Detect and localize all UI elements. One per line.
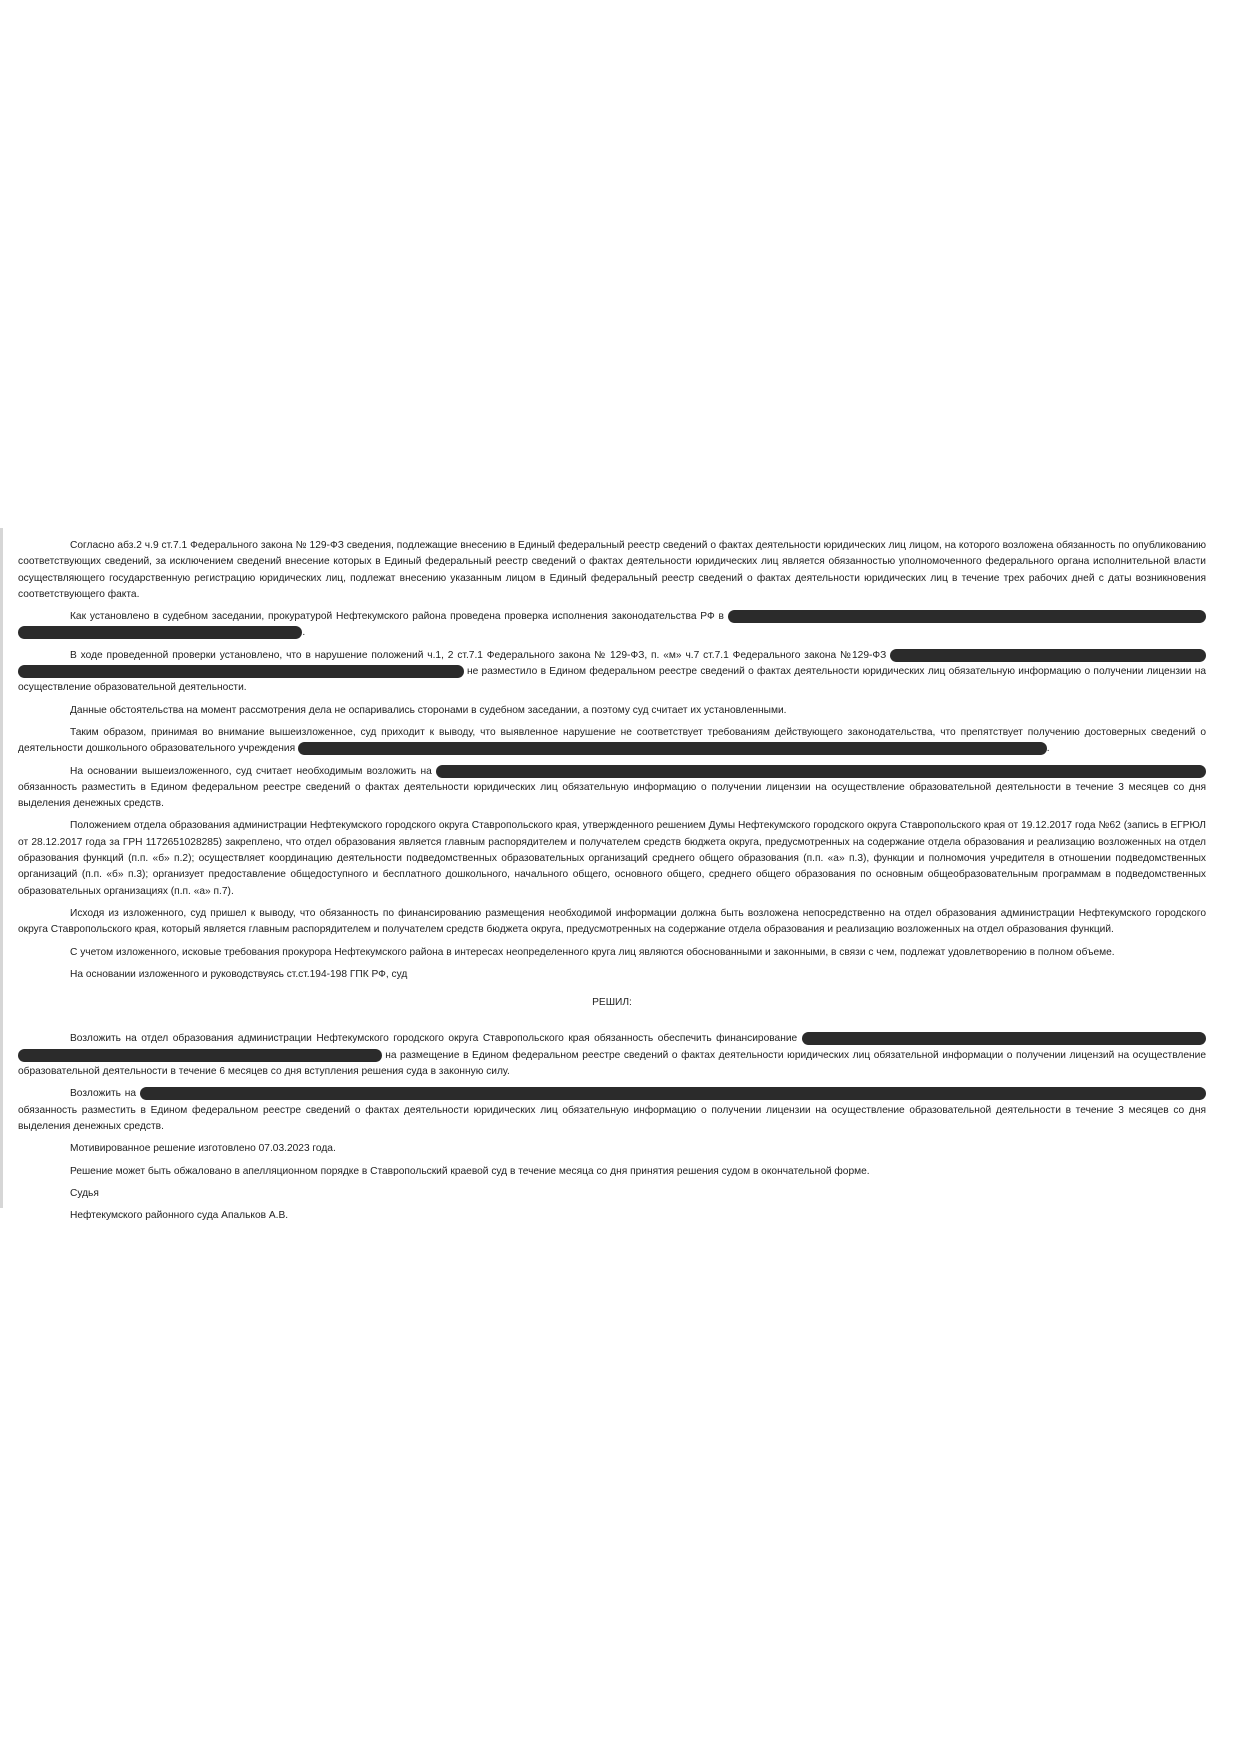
ruling-paragraph-2 [18,1086,1206,1135]
judge-title [18,1186,1206,1202]
paragraph-9 [18,945,1206,961]
paragraph-text: С учетом изложенного, исковые требования прокурора Нефтекумского района в интересах неопределенного круга лиц являются обоснованными и законными, в связи с чем, подлежат удовлетворению в полном объеме. [70,946,1115,958]
paragraph-text: Данные обстоятельства на момент рассмотрения дела не оспаривались сторонами в судебном заседании, а поэтому суд считает их установленными. [70,704,787,716]
paragraph-text: Возложить на отдел образования администрации Нефтекумского городского округа Ставропольского края обязанность обеспечить финансирование [70,1033,802,1045]
paragraph-1 [18,538,1206,603]
redacted-text [298,742,1047,755]
paragraph-text: РЕШИЛ: [592,997,632,1009]
ruling-paragraph-1 [18,1031,1206,1080]
paragraph-text: Судья [70,1187,99,1199]
paragraph-text: Таким образом, принимая во внимание вышеизложенное, суд приходит к выводу, что выявленное нарушение не соответствует требованиям действующего законодательства, что препятствует получению достоверных сведений о деятельности дошкольного образовательного учреждения [18,726,1206,755]
paragraph-text: Нефтекумского районного суда Апальков А.В. [70,1210,289,1222]
paragraph-text: на размещение в Едином федеральном реестре сведений о фактах деятельности юридических лиц обязательной информации о получении лицензий на осуществление образовательной деятельности в течение 6 месяцев со дня вступления решения суда в законную силу. [18,1049,1206,1078]
paragraph-text: Мотивированное решение изготовлено 07.03.2023 года. [70,1143,336,1155]
paragraph-text: . [1046,743,1050,755]
paragraph-2 [18,609,1206,642]
paragraph-text: не разместило в Едином федеральном реестре сведений о фактах деятельности юридических лиц обязательную информацию о получении лицензии на осуществление образовательной деятельности. [18,666,1206,694]
paragraph-text: Решение может быть обжаловано в апелляционном порядке в Ставропольский краевой суд в течение месяца со дня принятия решения судом в окончательной форме. [70,1165,870,1177]
paragraph-text: Положением отдела образования администрации Нефтекумского городского округа Ставропольского края, утвержденного решением Думы Нефтекумского городского округа Ставропольского края от 19.12.2017 года №62 (запись в ЕГРЮЛ от 28.12.2017 года за ГРН 1172651028285) закреплено, что отдел образования является главным распорядителем и получателем средств бюджета округа, предусмотренных на содержание отдела образования и реализацию возложенных на отдел образования функций (п.п. «б» п.2); осуществляет координацию деятельности подведомственных образовательных организаций среднего общего образования (п.п. «а» п.3), функции и полномочия учредителя в отношении подведомственных организаций (п.п. «б» п.3); организует предоставление общедоступного и бесплатного дошкольного, начального общего, основного общего, среднего общего образования по основным общеобразовательным программам в подведомственных образовательных организациях (п.п. «а» п.7). [18,820,1206,897]
paragraph-text: . [302,627,306,639]
paragraph-10 [18,967,1206,983]
paragraph-5 [18,725,1206,758]
paragraph-7 [18,818,1206,899]
paragraph-text: обязанность разместить в Едином федеральном реестре сведений о фактах деятельности юридических лиц обязательную информацию о получении лицензии на осуществление образовательной деятельности в течение 3 месяцев со дня выделения денежных средств. [18,781,1206,810]
paragraph-text: В ходе проведенной проверки установлено, что в нарушение положений ч.1, 2 ст.7.1 Федерального закона № 129-ФЗ, п. «м» ч.7 ст.7.1 Федерального закона №129-ФЗ [70,649,891,661]
judge-signature-line [18,1208,1206,1224]
page-edge [0,528,3,1208]
paragraph-text: На основании изложенного и руководствуясь ст.ст.194-198 ГПК РФ, суд [70,968,408,980]
decision-heading [18,995,1206,1011]
paragraph-text: На основании вышеизложенного, суд считает необходимым возложить на [70,765,437,777]
paragraph-4 [18,703,1206,719]
redacted-text [436,765,1206,778]
court-decision-text [18,538,1206,1230]
paragraph-text: обязанность разместить в Едином федеральном реестре сведений о фактах деятельности юридических лиц обязательную информацию о получении лицензии на осуществление образовательной деятельности в течение 3 месяцев со дня выделения денежных средств. [18,1104,1206,1132]
paragraph-3 [18,648,1206,697]
redacted-text [140,1087,1206,1100]
paragraph-text: Согласно абз.2 ч.9 ст.7.1 Федерального закона № 129-ФЗ сведения, подлежащие внесению в Единый федеральный реестр сведений о фактах деятельности юридических лиц лицом, на которого возложена обязанность по опубликованию соответствующих сведений, за исключением сведений внесение которых в Единый федеральный реестр сведений о фактах деятельности юридических лиц является обязанностью уполномоченного федерального органа исполнительной власти осуществляющего государственную регистрацию юридических лиц, подлежат внесению указанным лицом в Единый федеральный реестр сведений о фактах деятельности юридических лиц в течение трех рабочих дней с даты возникновения соответствующего факта. [18,540,1206,600]
paragraph-text: Возложить на [70,1088,140,1100]
reasoned-decision-date [18,1141,1206,1157]
paragraph-text: Как установлено в судебном заседании, прокуратурой Нефтекумского района проведена проверка исполнения законодательства РФ в [70,611,728,623]
paragraph-8 [18,906,1206,939]
paragraph-6 [18,764,1206,813]
paragraph-text: Исходя из изложенного, суд пришел к выводу, что обязанность по финансированию размещения необходимой информации должна быть возложена непосредственно на отдел образования администрации Нефтекумского городского округа Ставропольского края, который является главным распорядителем и получателем средств бюджета округа, предусмотренных на содержание отдела образования и реализацию возложенных на отдел образования функций. [18,907,1206,936]
appeal-notice [18,1164,1206,1180]
